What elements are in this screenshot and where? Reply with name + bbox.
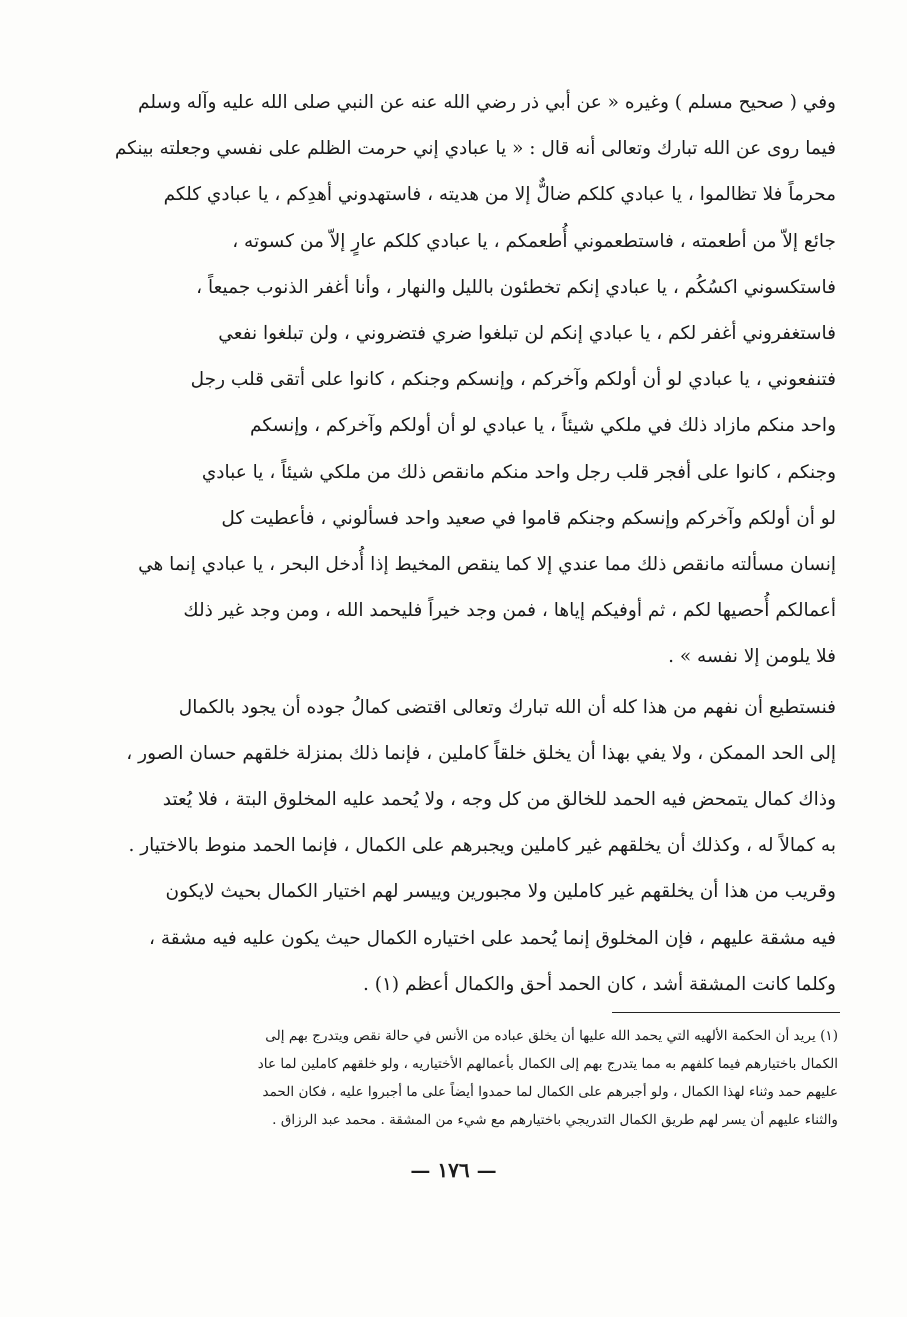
text-line: أعمالكم أُحصيها لكم ، ثم أوفيكم إياها ، فمن وجد خيراً فليحمد الله ، ومن وجد غير ذلك bbox=[183, 600, 836, 622]
text-line: فاستكسوني اكسُكُم ، يا عبادي إنكم تخطئون بالليل والنهار ، وأنا أغفر الذنوب جميعاً ، bbox=[196, 276, 836, 298]
main-text bbox=[96, 80, 836, 1008]
footnote bbox=[96, 1022, 838, 1134]
text-line: إنسان مسألته مانقص ذلك مما عندي إلا كما ينقص المخيط إذا أُدخل البحر ، يا عبادي إنما هي bbox=[138, 554, 836, 576]
text-line: وكلما كانت المشقة أشد ، كان الحمد أحق والكمال أعظم (١) . bbox=[362, 973, 836, 995]
text-line: فاستغفروني أغفر لكم ، يا عبادي إنكم لن تبلغوا ضري فتضروني ، ولن تبلغوا نفعي bbox=[218, 323, 836, 345]
text-line: به كمالاً له ، وكذلك أن يخلقهم غير كاملين ويجبرهم على الكمال ، فإنما الحمد منوط بالاختيار . bbox=[128, 835, 836, 857]
text-line: وذاك كمال يتمحض فيه الحمد للخالق من كل وجه ، ولا يُحمد عليه المخلوق البتة ، فلا يُعتد bbox=[162, 789, 836, 811]
text-line: وجنكم ، كانوا على أفجر قلب رجل واحد منكم مانقص ذلك من ملكي شيئاً ، يا عبادي bbox=[201, 461, 836, 483]
page-number: — ١٧٦ — bbox=[410, 1158, 497, 1182]
text-line: وقريب من هذا أن يخلقهم غير كاملين ولا مجبورين وييسر لهم اختيار الكمال بحيث لايكون bbox=[165, 881, 836, 903]
text-line: فتنفعوني ، يا عبادي لو أن أولكم وآخركم ، وإنسكم وجنكم ، كانوا على أتقى قلب رجل bbox=[190, 369, 836, 391]
footnote-line: والثناء عليهم أن يسر لهم طريق الكمال التدريجي باختيارهم مع شيء من المشقة . محمد عبد الرزاق . bbox=[272, 1112, 838, 1128]
footnote-separator bbox=[612, 1012, 840, 1013]
text-line: وفي ( صحيح مسلم ) وغيره « عن أبي ذر رضي الله عنه عن النبي صلى الله عليه وآله وسلم bbox=[138, 92, 836, 113]
paragraph-hadith bbox=[96, 80, 836, 681]
text-line: جائع إلاّ من أطعمته ، فاستطعموني أُطعمكم ، يا عبادي كلكم عارٍ إلاّ من كسوته ، bbox=[232, 230, 836, 252]
text-line: فيه مشقة عليهم ، فإن المخلوق إنما يُحمد على اختياره الكمال حيث يكون عليه فيه مشقة ، bbox=[148, 927, 836, 949]
footnote-line: الكمال باختيارهم فيما كلفهم به مما يتدرج بهم إلى الكمال بأعمالهم الأختياريه ، ولو خلقهم كاملين لما عاد bbox=[257, 1056, 838, 1072]
text-line: فلا يلومن إلا نفسه » . bbox=[668, 646, 836, 668]
text-line: فنستطيع أن نفهم من هذا كله أن الله تبارك وتعالى اقتضى كمالُ جوده أن يجود بالكمال bbox=[178, 696, 836, 718]
footnote-line: عليهم حمد وثناء لهذا الكمال ، ولو أجبرهم على الكمال لما حمدوا أيضاً على ما أجبروا عليه ، فكان الحمد bbox=[262, 1084, 838, 1100]
text-line: إلى الحد الممكن ، ولا يفي بهذا أن يخلق خلقاً كاملين ، فإنما ذلك بمنزلة خلقهم حسان الصور ، bbox=[126, 742, 836, 764]
text-line: واحد منكم مازاد ذلك في ملكي شيئاً ، يا عبادي لو أن أولكم وآخركم ، وإنسكم bbox=[250, 415, 836, 437]
text-line: محرماً فلا تظالموا ، يا عبادي كلكم ضالٌّ إلا من هديته ، فاستهدوني أهدِكم ، يا عبادي كلكم bbox=[163, 184, 836, 206]
text-line: لو أن أولكم وآخركم وإنسكم وجنكم قاموا في صعيد واحد فسألوني ، فأعطيت كل bbox=[221, 507, 836, 529]
footnote-line: (١) يريد أن الحكمة الألهيه التي يحمد الله عليها أن يخلق عباده من الأنس في حالة نقص ويتدرج بهم إلى bbox=[265, 1028, 838, 1044]
text-line: فيما روى عن الله تبارك وتعالى أنه قال : « يا عبادي إني حرمت الظلم على نفسي وجعلته بينكم bbox=[114, 138, 836, 160]
paragraph-commentary bbox=[96, 685, 836, 1008]
